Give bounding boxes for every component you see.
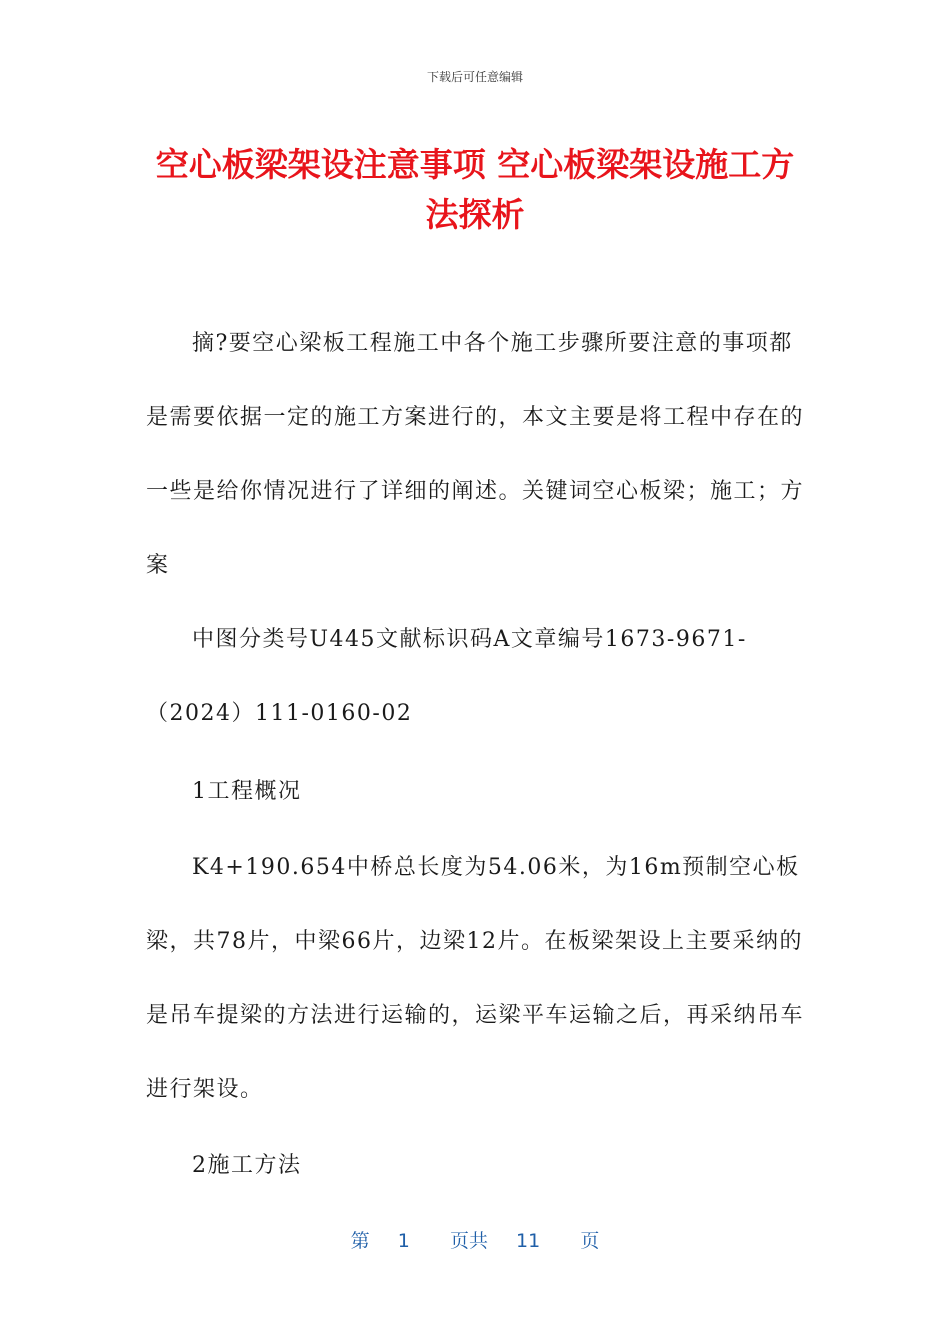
footer-suffix: 页 — [580, 1230, 600, 1252]
section-heading-method: 2施工方法 — [192, 1153, 302, 1178]
section-heading-overview: 1工程概况 — [192, 779, 302, 804]
document-title: 空心板梁架设注意事项 空心板梁架设施工方法探析 — [155, 145, 795, 234]
footer-prefix: 第 — [350, 1230, 370, 1252]
footer-middle: 页共 — [449, 1230, 488, 1252]
header-note: 下载后可任意编辑 — [426, 70, 523, 84]
page-footer — [0, 1226, 950, 1253]
footer-current-page: 1 — [397, 1230, 410, 1252]
abstract-paragraph: 摘?要空心梁板工程施工中各个施工步骤所要注意的事项都是需要依据一定的施工方案进行的，本文主要是将工程中存在的一些是给你情况进行了详细的阐述。关键词空心板梁；施工；方案 — [146, 331, 805, 578]
overview-paragraph: K4+190.654中桥总长度为54.06米，为16m预制空心板梁，共78片，中梁66片，边梁12片。在板梁架设上主要采纳的是吊车提梁的方法进行运输的，运梁平车运输之后，再采纳吊车进行架设。 — [146, 855, 805, 1102]
classification-paragraph: 中图分类号U445文献标识码A文章编号1673-9671-（2024）111-0160-02 — [146, 627, 747, 726]
footer-total-pages: 11 — [516, 1230, 541, 1252]
